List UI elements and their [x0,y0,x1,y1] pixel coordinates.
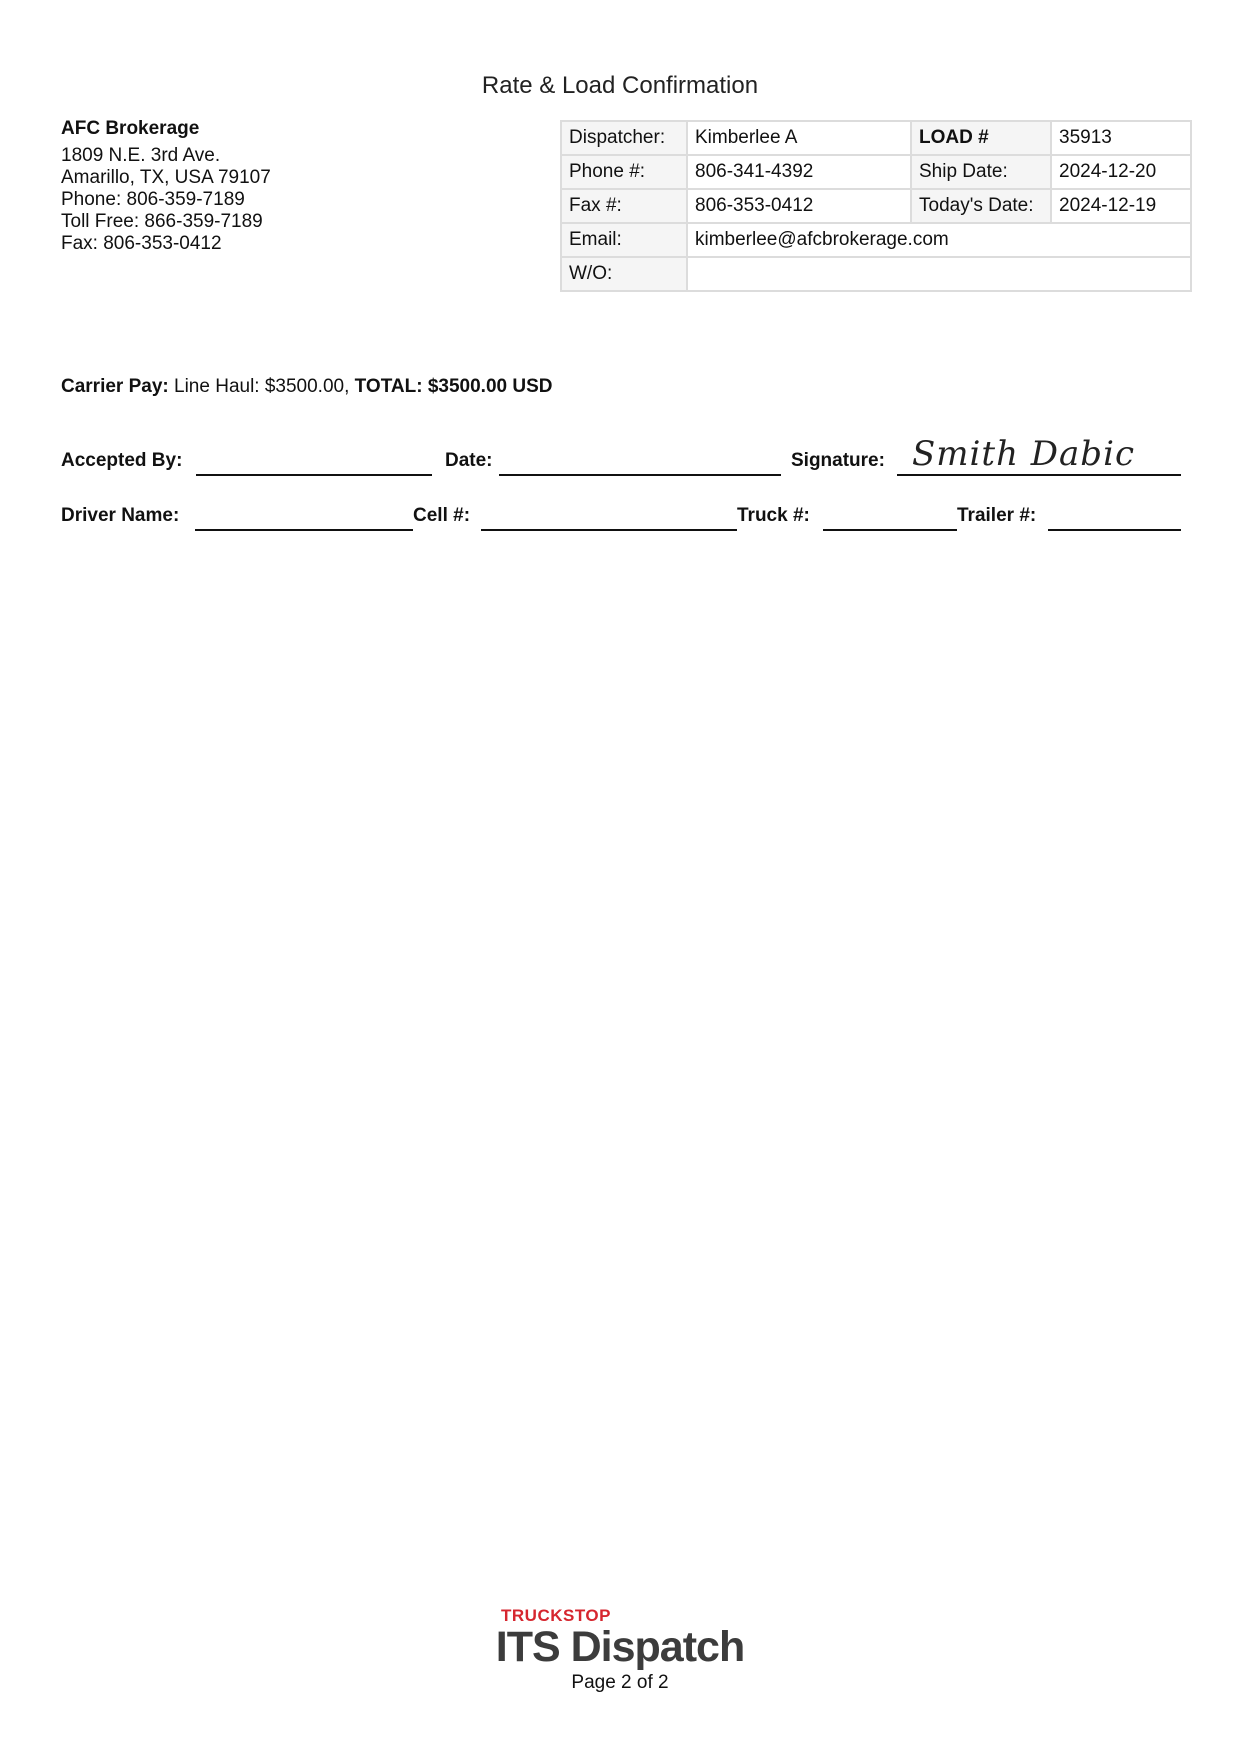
truck-label: Truck #: [737,505,810,526]
footer [0,1606,1240,1694]
line-haul: Line Haul: $3500.00, [174,376,350,397]
accepted-by-field[interactable] [196,474,432,476]
cell-label: Cell #: [413,505,471,526]
company-fax: Fax: 806-353-0412 [61,233,222,254]
todays-date-value: 2024-12-19 [1051,189,1191,223]
pay-total: TOTAL: $3500.00 USD [354,376,553,397]
ship-date-value: 2024-12-20 [1051,155,1191,189]
carrier-pay-label: Carrier Pay: [61,376,169,397]
fax-value: 806-353-0412 [687,189,911,223]
table-row [561,121,1191,155]
accepted-by-label: Accepted By: [61,450,183,471]
its-dispatch-logo: ITS Dispatch [495,1623,745,1671]
company-address-line2: Amarillo, TX, USA 79107 [61,167,271,188]
trailer-field[interactable] [1048,529,1181,531]
cell-field[interactable] [481,529,737,531]
truckstop-logo-text: TRUCKSTOP [501,1606,611,1625]
load-number-label: LOAD # [911,121,1051,155]
driver-row [61,505,1181,535]
truck-field[interactable] [823,529,957,531]
company-phone: Phone: 806-359-7189 [61,189,245,210]
carrier-pay [61,376,552,398]
phone-value: 806-341-4392 [687,155,911,189]
company-name: AFC Brokerage [61,118,200,139]
dispatcher-label: Dispatcher: [561,121,687,155]
driver-name-field[interactable] [195,529,413,531]
company-toll-free: Toll Free: 866-359-7189 [61,211,263,232]
email-value: kimberlee@afcbrokerage.com [687,223,1191,257]
email-label: Email: [561,223,687,257]
signature-label: Signature: [791,450,885,471]
fax-label: Fax #: [561,189,687,223]
table-row [561,223,1191,257]
work-order-value [687,257,1191,291]
ship-date-label: Ship Date: [911,155,1051,189]
document-title: Rate & Load Confirmation [481,72,759,99]
company-address-line1: 1809 N.E. 3rd Ave. [61,145,221,166]
table-row [561,189,1191,223]
work-order-label: W/O: [561,257,687,291]
date-field[interactable] [499,474,781,476]
dispatcher-value: Kimberlee A [687,121,911,155]
date-label: Date: [445,450,493,471]
load-number-value: 35913 [1051,121,1191,155]
table-row [561,257,1191,291]
driver-name-label: Driver Name: [61,505,180,526]
table-row [561,155,1191,189]
handwritten-signature: Smith Dabic [912,434,1135,474]
todays-date-label: Today's Date: [911,189,1051,223]
dispatch-info-table [560,120,1192,292]
page-number: Page 2 of 2 [571,1672,669,1693]
trailer-label: Trailer #: [957,505,1037,526]
signature-field[interactable] [897,474,1181,476]
company-block [61,118,271,255]
phone-label: Phone #: [561,155,687,189]
